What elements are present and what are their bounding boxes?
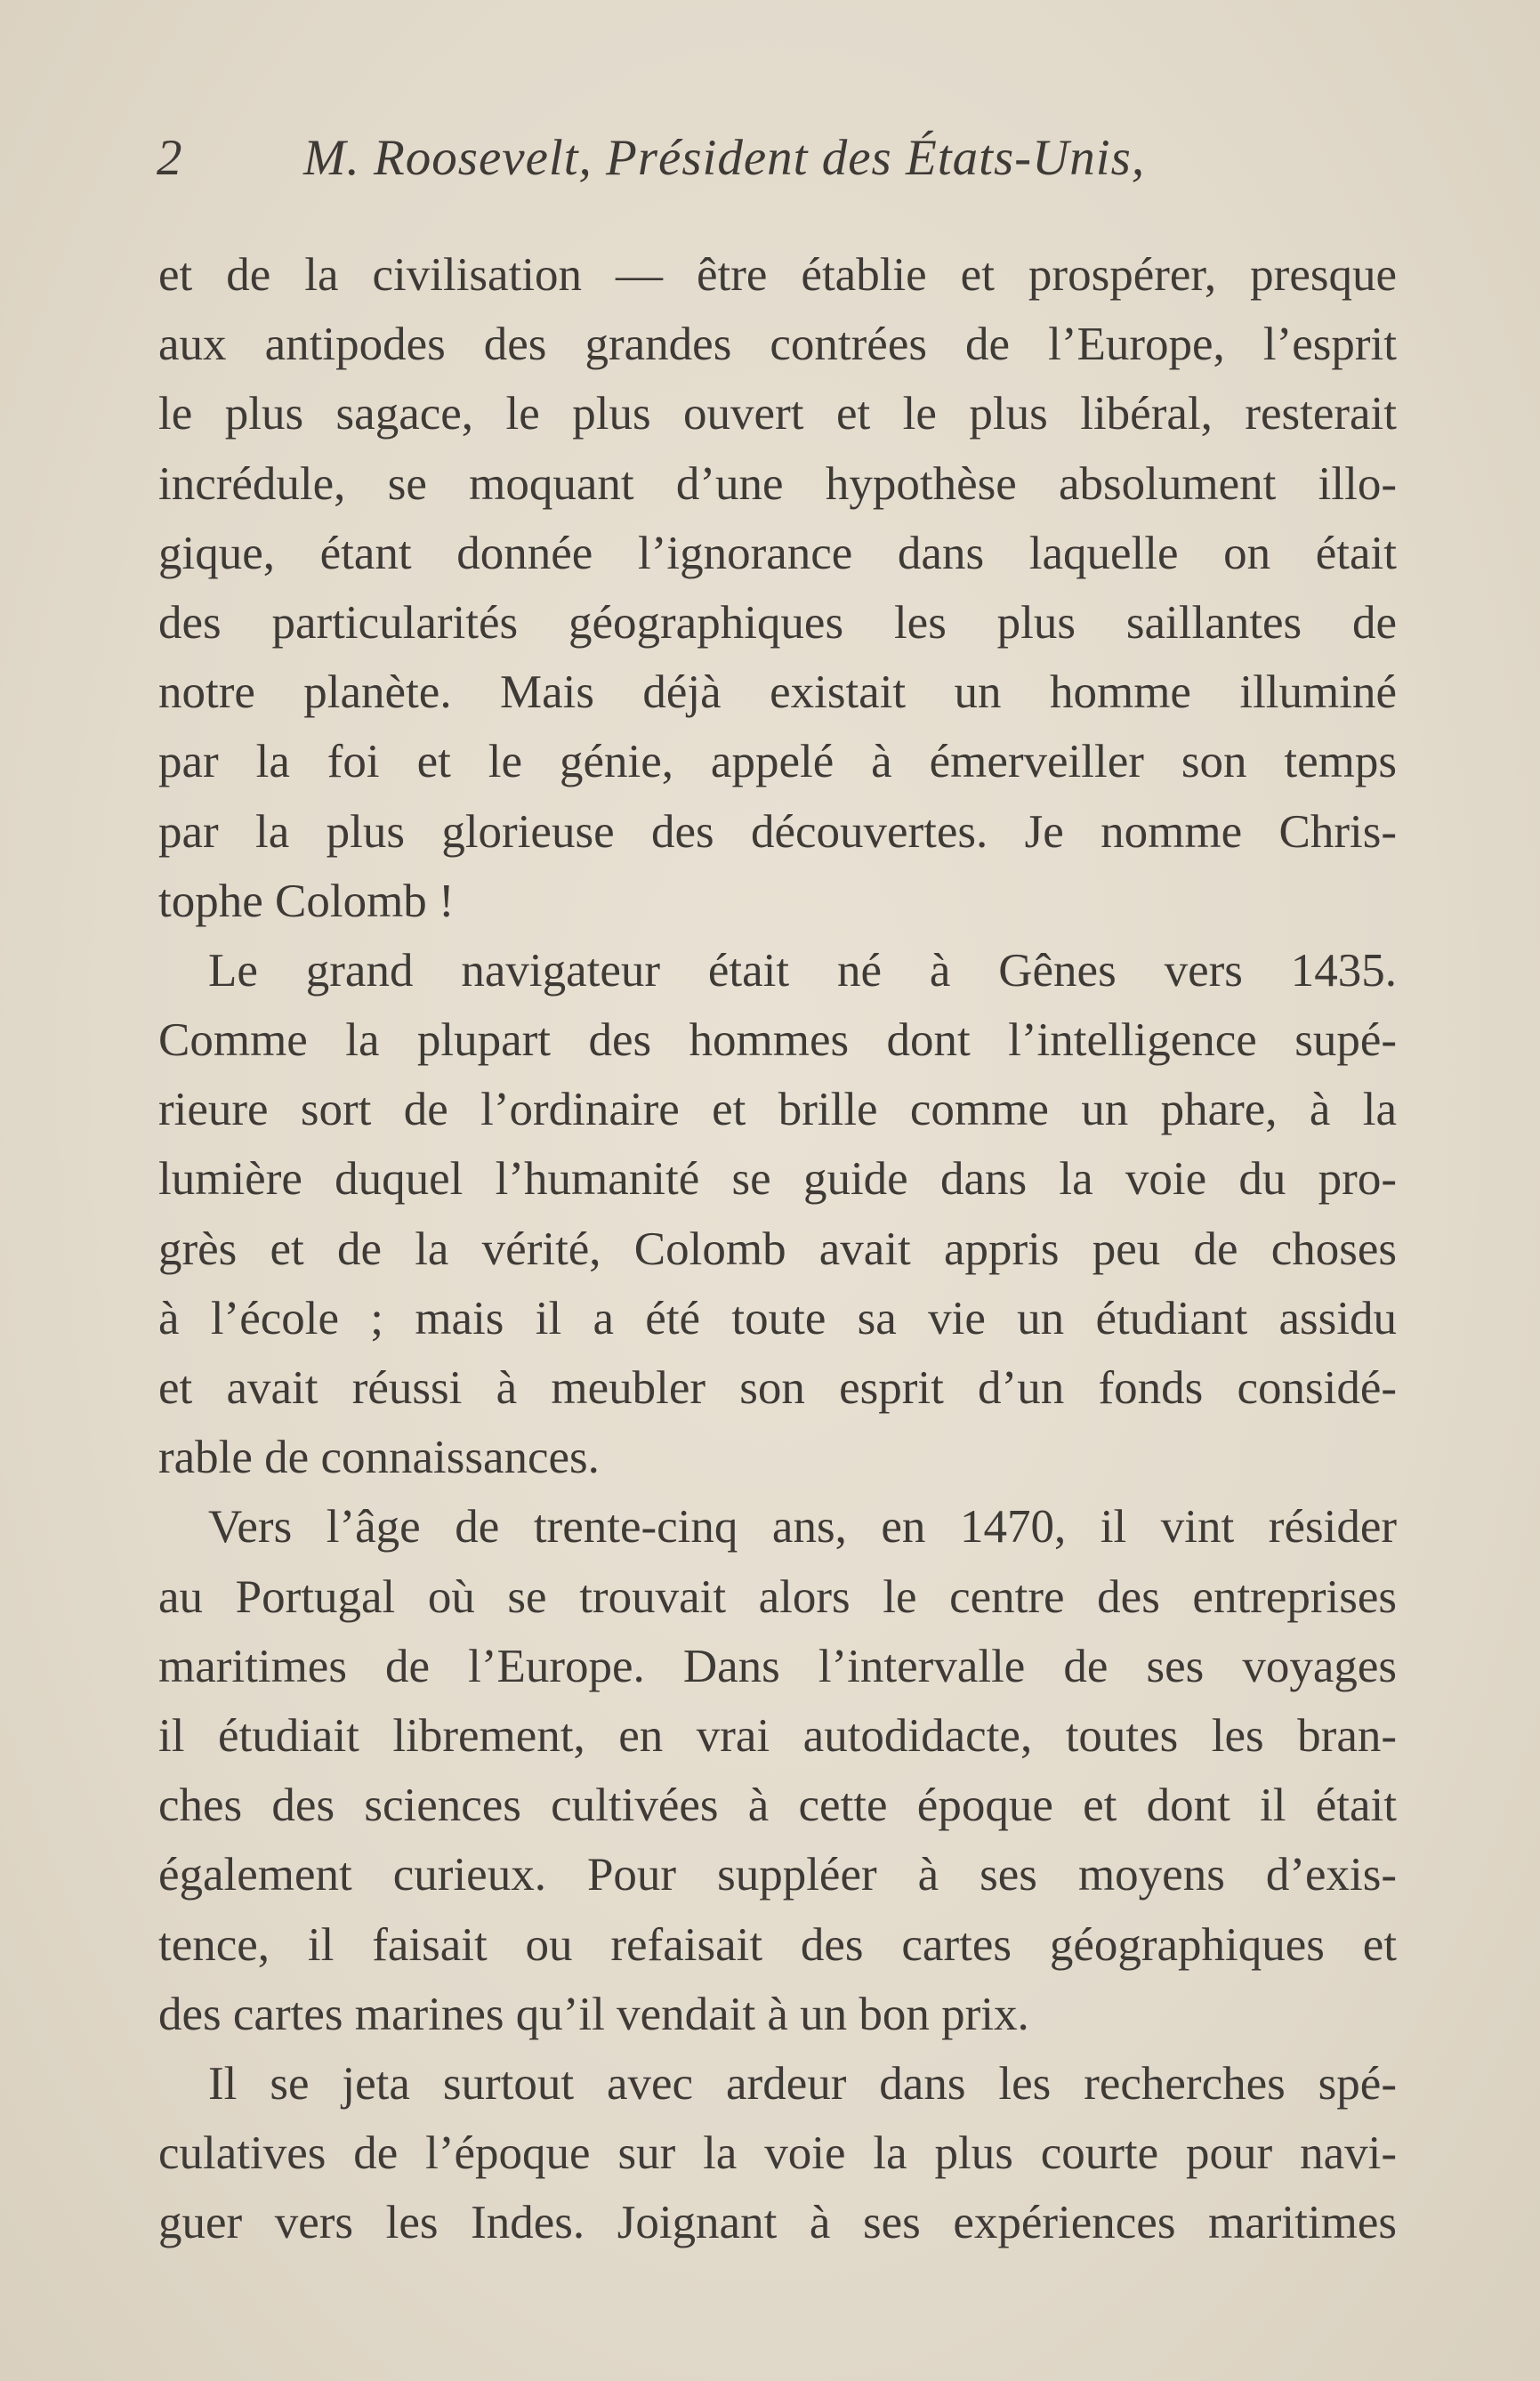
running-title: M. Roosevelt, Président des États-Unis, — [303, 130, 1146, 186]
text-line: maritimes de l’Europe. Dans l’intervalle de ses voyages — [158, 1640, 1397, 1692]
text-line: aux antipodes des grandes contrées de l’Europe, l’esprit — [158, 319, 1397, 371]
running-header — [157, 123, 1411, 194]
text-line: notre planète. Mais déjà existait un homme illuminé — [158, 666, 1397, 719]
text-line: des particularités géographiques les plus saillantes de — [158, 596, 1397, 649]
text-line: gique, étant donnée l’ignorance dans laquelle on était — [158, 527, 1397, 579]
text-line: également curieux. Pour suppléer à ses moyens d’exis- — [158, 1849, 1397, 1901]
text-line: des cartes marines qu’il vendait à un bon prix. — [158, 1988, 1029, 2040]
text-line: et de la civilisation — être établie et prospérer, presque — [158, 249, 1397, 301]
text-line: rable de connaissances. — [158, 1432, 600, 1484]
text-line: par la plus glorieuse des découvertes. Je nomme Chris- — [158, 805, 1397, 858]
text-line: incrédule, se moquant d’une hypothèse absolument illo- — [158, 457, 1397, 510]
text-line: ches des sciences cultivées à cette époque et dont il était — [158, 1780, 1397, 1832]
text-line: lumière duquel l’humanité se guide dans la voie du pro- — [158, 1153, 1397, 1206]
text-line: tophe Colomb ! — [158, 875, 455, 927]
paragraph-start-line: Le grand navigateur était né à Gênes vers 1435. — [208, 944, 1397, 997]
text-line: Comme la plupart des hommes dont l’intelligence supé- — [158, 1014, 1397, 1067]
text-line: au Portugal où se trouvait alors le centre des entreprises — [158, 1570, 1397, 1623]
text-line: et avait réussi à meubler son esprit d’un fonds considé- — [158, 1362, 1397, 1414]
text-line: le plus sagace, le plus ouvert et le plus libéral, resterait — [158, 388, 1397, 440]
text-line: il étudiait librement, en vrai autodidacte, toutes les bran- — [158, 1709, 1397, 1762]
body-text — [158, 240, 1397, 2257]
text-line: culatives de l’époque sur la voie la plus courte pour navi- — [158, 2127, 1397, 2180]
paragraph-start-line: Vers l’âge de trente-cinq ans, en 1470, il vint résider — [208, 1501, 1397, 1554]
paragraph-start-line: Il se jeta surtout avec ardeur dans les recherches spé- — [208, 2057, 1397, 2110]
text-line: rieure sort de l’ordinaire et brille comme un phare, à la — [158, 1084, 1397, 1136]
text-line: à l’école ; mais il a été toute sa vie un étudiant assidu — [158, 1292, 1397, 1344]
text-line: par la foi et le génie, appelé à émerveiller son temps — [158, 736, 1397, 788]
text-line: guer vers les Indes. Joignant à ses expériences maritimes — [158, 2197, 1397, 2249]
page-number: 2 — [157, 130, 182, 186]
text-line: tence, il faisait ou refaisait des cartes géographiques et — [158, 1918, 1397, 1971]
text-line: grès et de la vérité, Colomb avait appris peu de choses — [158, 1223, 1397, 1275]
